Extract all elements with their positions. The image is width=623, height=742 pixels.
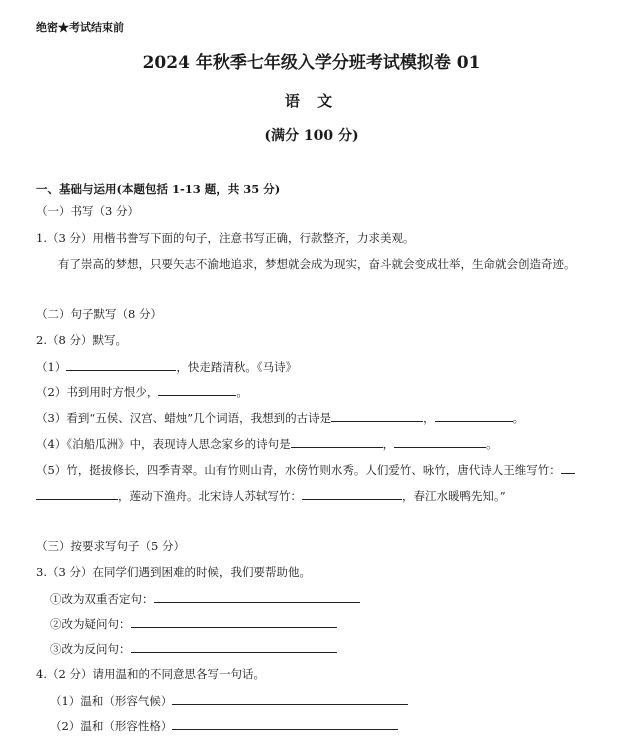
item-text: （5）竹，挺拔修长，四季青翠。山有竹则山青，水傍竹则水秀。人们爱竹、咏竹，唐代诗人王维写竹： [36, 463, 561, 477]
item-text: （4）《泊船瓜洲》中，表现诗人思念家乡的诗句是 [36, 437, 291, 451]
question-2-item-4 [36, 435, 498, 452]
question-4-prompt: 4.（2 分）请用温和的不同意思各写一句话。 [36, 667, 265, 681]
answer-blank[interactable] [36, 487, 118, 500]
item-text: ，春江水暖鸭先知。” [402, 489, 506, 503]
answer-blank[interactable] [66, 358, 176, 371]
question-4-item-2 [50, 717, 398, 734]
total-score: (满分 100 分) [264, 128, 359, 144]
item-number: （1） [36, 360, 67, 374]
answer-blank[interactable] [172, 692, 408, 705]
part1-label: （一）书写（3 分） [36, 204, 139, 218]
item-text: （2）温和（形容性格） [50, 719, 173, 733]
question-3-item-1 [50, 590, 360, 607]
answer-blank[interactable] [331, 409, 423, 422]
question-2-item-5-continued [36, 487, 506, 504]
section-heading: 一、基础与运用(本题包括 1-13 题，共 35 分) [36, 182, 281, 196]
confidential-label: 绝密★考试结束前 [36, 21, 124, 34]
question-2-prompt: 2.（8 分）默写。 [36, 333, 127, 347]
answer-blank[interactable] [561, 461, 575, 474]
exam-title: 2024 年秋季七年级入学分班考试模拟卷 01 [142, 53, 481, 73]
question-1-sentence: 有了崇高的梦想，只要矢志不渝地追求，梦想就会成为现实，奋斗就会变成壮举，生命就会创造奇迹。 [58, 257, 576, 271]
answer-blank[interactable] [131, 640, 337, 653]
item-end: 。 [486, 437, 498, 451]
item-mid: ， [423, 411, 435, 425]
answer-blank[interactable] [131, 615, 337, 628]
question-2-item-1 [36, 358, 297, 375]
answer-blank[interactable] [291, 435, 383, 448]
question-2-item-5 [36, 461, 575, 478]
item-end: 。 [512, 411, 525, 425]
item-text: （3）看到“五侯、汉宫、蜡烛”几个词语，我想到的古诗是 [36, 411, 332, 425]
subject-title: 语 文 [284, 92, 339, 110]
question-3-item-3 [50, 640, 337, 657]
item-end: 。 [236, 385, 248, 399]
item-text: ③改为反问句： [50, 642, 131, 656]
question-2-item-2 [36, 383, 248, 400]
question-4-item-1 [50, 692, 408, 709]
answer-blank[interactable] [154, 590, 360, 603]
item-text: （2）书到用时方恨少， [36, 385, 159, 399]
question-3-item-2 [50, 615, 337, 632]
part2-label: （二）句子默写（8 分） [36, 307, 162, 321]
question-1-prompt: 1.（3 分）用楷书誊写下面的句子，注意书写正确，行款整齐，力求美观。 [36, 231, 415, 245]
answer-blank[interactable] [172, 717, 398, 730]
answer-blank[interactable] [158, 383, 236, 396]
part3-label: （三）按要求写句子（5 分） [36, 539, 185, 553]
answer-blank[interactable] [394, 435, 486, 448]
item-text: （1）温和（形容气候） [50, 694, 173, 708]
answer-blank[interactable] [302, 487, 402, 500]
question-3-prompt: 3.（3 分）在同学们遇到困难的时候，我们要帮助他。 [36, 565, 311, 579]
item-mid: ， [382, 437, 395, 451]
item-text: ，快走踏清秋。《马诗》 [176, 360, 298, 374]
item-text: ②改为疑问句： [50, 617, 131, 631]
question-2-item-3 [36, 409, 524, 426]
item-text: ①改为双重否定句： [50, 592, 154, 606]
item-text: ，莲动下渔舟。北宋诗人苏轼写竹： [118, 489, 302, 503]
answer-blank[interactable] [435, 409, 513, 422]
